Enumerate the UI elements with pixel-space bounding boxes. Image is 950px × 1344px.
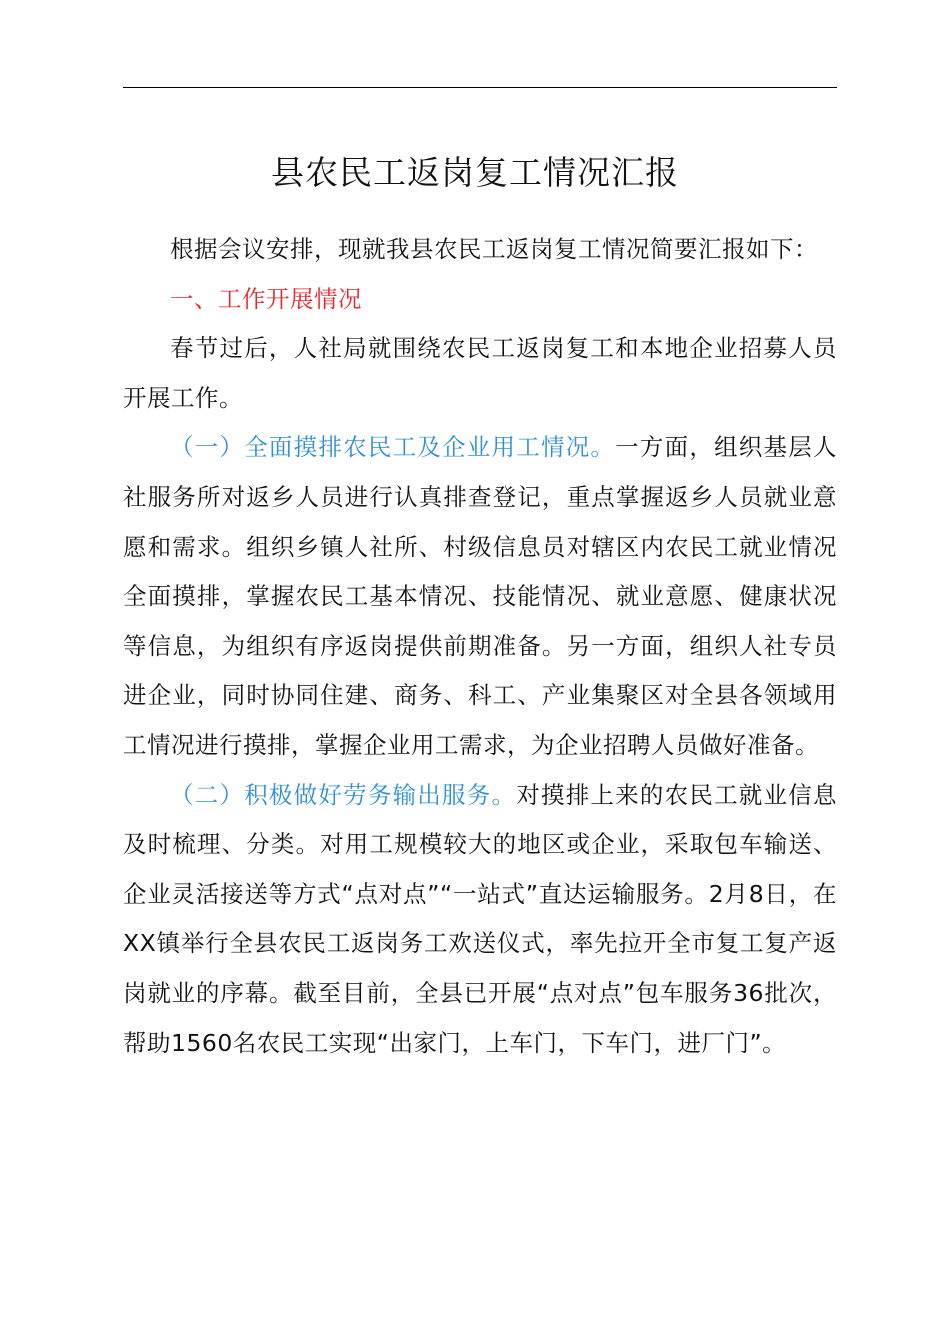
subsection-1-heading: （一）全面摸排农民工及企业用工情况。 (170, 433, 616, 462)
subsection-2-text: 对摸排上来的农民工就业信息及时梳理、分类。对用工规模较大的地区或企业，采取包车输送、企业灵活接送等方式“点对点”“一站式”直达运输服务。2月8日，在XX镇举行全县农民工返岗务工欢送仪式，率先拉开全市复工复产返岗就业的序幕。截至目前，全县已开展“点对点”包车服务36批次，帮助1560名农民工实现“出家门，上车门，下车门，进厂门”。 (123, 780, 838, 1057)
intro-paragraph: 根据会议安排，现就我县农民工返岗复工情况简要汇报如下： (170, 235, 818, 263)
subsection-1-text: 一方面，组织基层人社服务所对返乡人员进行认真排查登记，重点掌握返乡人员就业意愿和需求。组织乡镇人社所、村级信息员对辖区内农民工就业情况全面摸排，掌握农民工基本情况、技能情况、就业意愿、健康状况等信息，为组织有序返岗提供前期准备。另一方面，组织人社专员进企业，同时协同住建、商务、科工、产业集聚区对全县各领域用工情况进行摸排，掌握企业用工需求，为企业招聘人员做好准备。 (123, 433, 838, 759)
subsection-2-heading: （二）积极做好劳务输出服务。 (170, 780, 517, 809)
subsection-1-paragraph (123, 423, 837, 770)
section-1-paragraph: 春节过后，人社局就围绕农民工返岗复工和本地企业招募人员开展工作。 (123, 334, 837, 412)
document-title: 县农民工返岗复工情况汇报 (271, 153, 679, 192)
section-1-heading: 一、工作开展情况 (170, 284, 362, 313)
header-rule (123, 87, 837, 88)
document-body (123, 225, 837, 1068)
subsection-2-paragraph (123, 771, 837, 1069)
